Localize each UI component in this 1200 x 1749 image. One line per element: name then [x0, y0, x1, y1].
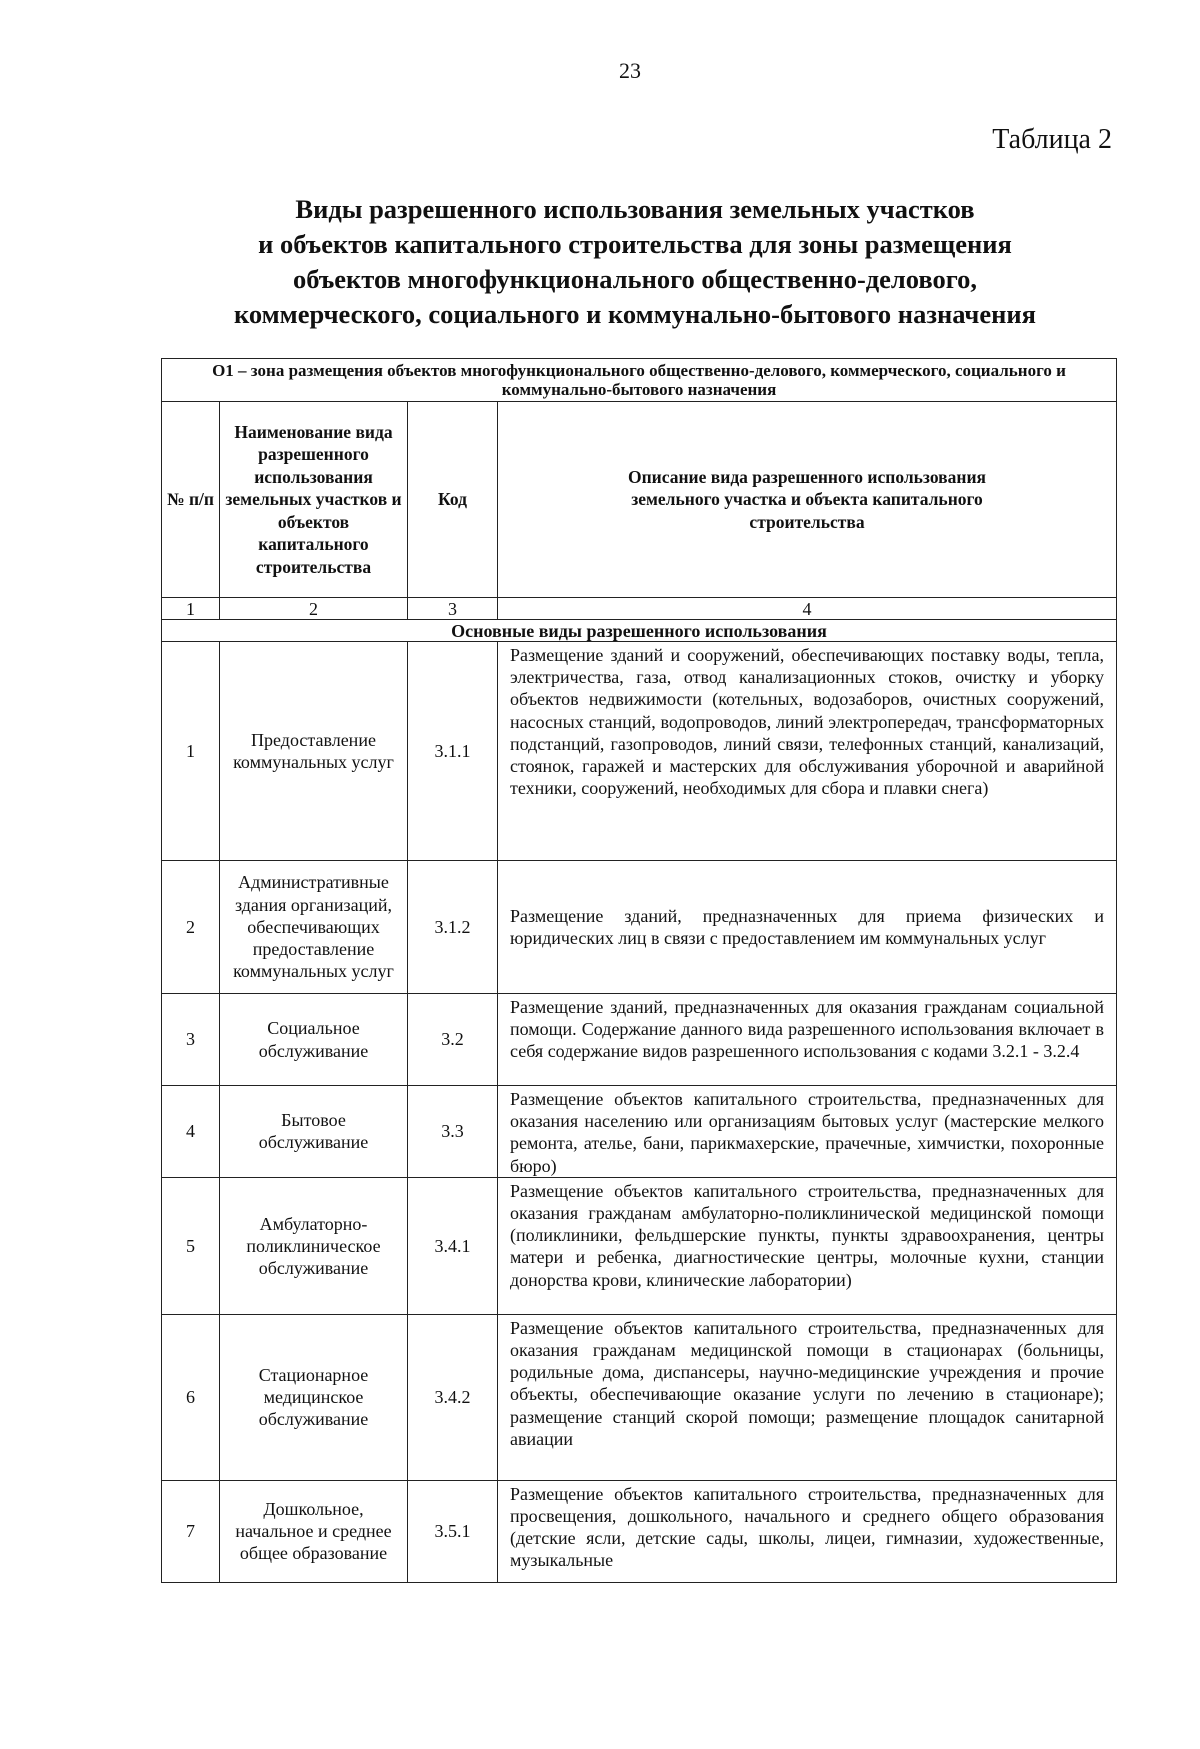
column-number: 2 — [220, 598, 408, 620]
table-row — [162, 642, 1117, 861]
table-row — [162, 1314, 1117, 1480]
row-name: Предоставление коммунальных услуг — [220, 642, 408, 861]
row-name: Амбулаторно-поликлиническое обслуживание — [220, 1177, 408, 1314]
table-row — [162, 1177, 1117, 1314]
title-line: объектов многофункционального общественно-делового, — [292, 264, 978, 294]
row-num: 4 — [162, 1086, 220, 1178]
table-row — [162, 1480, 1117, 1582]
row-description: Размещение зданий, предназначенных для приема физических и юридических лиц в связи с предоставлением им коммунальных услуг — [498, 861, 1117, 994]
row-name: Социальное обслуживание — [220, 994, 408, 1086]
table-caption: Таблица 2 — [992, 124, 1112, 155]
title-line: Виды разрешенного использования земельных участков — [295, 194, 975, 224]
row-code: 3.1.1 — [408, 642, 498, 861]
row-description: Размещение объектов капитального строительства, предназначенных для просвещения, дошкольного, начального и среднего общего образования (детские ясли, детские сады, школы, лицеи, гимназии, художественные, музыкальные — [498, 1480, 1117, 1582]
row-code: 3.4.2 — [408, 1314, 498, 1480]
row-description: Размещение объектов капитального строительства, предназначенных для оказания гражданам амбулаторно-поликлинической медицинской помощи (поликлиники, фельдшерские пункты, пункты здравоохранения, центры матери и ребенка, диагностические центры, молочные кухни, станции донорства крови, клинические лаборатории) — [498, 1177, 1117, 1314]
row-description: Размещение зданий и сооружений, обеспечивающих поставку воды, тепла, электричества, газа, отвод канализационных стоков, очистку и уборку объектов недвижимости (котельных, водозаборов, очистных сооружений, насосных станций, водопроводов, линий электропередач, трансформаторных подстанций, газопроводов, линий связи, телефонных станций, канализаций, стоянок, гаражей и мастерских для обслуживания уборочной и аварийной техники, сооружений, необходимых для сбора и плавки снега) — [498, 642, 1117, 861]
land-use-table — [161, 358, 1117, 1583]
column-header-row — [162, 402, 1117, 598]
row-num: 6 — [162, 1314, 220, 1480]
title-line: коммерческого, социального и коммунально-бытового назначения — [233, 299, 1037, 329]
row-num: 3 — [162, 994, 220, 1086]
column-number-row — [162, 598, 1117, 620]
row-name: Дошкольное, начальное и среднее общее образование — [220, 1480, 408, 1582]
page-number: 23 — [619, 58, 641, 83]
column-header-name: Наименование вида разрешенного использования земельных участков и объектов капитального строительства — [220, 402, 408, 598]
table-row — [162, 1086, 1117, 1178]
document-title — [150, 192, 1120, 332]
table-row — [162, 861, 1117, 994]
row-code: 3.3 — [408, 1086, 498, 1178]
row-description: Размещение зданий, предназначенных для оказания гражданам социальной помощи. Содержание данного вида разрешенного использования включает в себя содержание видов разрешенного использования с кодами 3.2.1 - 3.2.4 — [498, 994, 1117, 1086]
row-name: Стационарное медицинское обслуживание — [220, 1314, 408, 1480]
zone-header: О1 – зона размещения объектов многофункционального общественно-делового, коммерческого, социального и коммунально-бытового назначения — [162, 359, 1117, 402]
row-code: 3.1.2 — [408, 861, 498, 994]
row-num: 7 — [162, 1480, 220, 1582]
zone-header-row — [162, 359, 1117, 402]
row-code: 3.2 — [408, 994, 498, 1086]
column-header-num: № п/п — [162, 402, 220, 598]
table-row — [162, 994, 1117, 1086]
section-row — [162, 620, 1117, 642]
row-name: Административные здания организаций, обеспечивающих предоставление коммунальных услуг — [220, 861, 408, 994]
row-num: 2 — [162, 861, 220, 994]
section-title: Основные виды разрешенного использования — [162, 620, 1117, 642]
column-number: 4 — [498, 598, 1117, 620]
row-description: Размещение объектов капитального строительства, предназначенных для оказания гражданам медицинской помощи в стационарах (больницы, родильные дома, диспансеры, научно-медицинские учреждения и прочие объекты, обеспечивающие оказание услуги по лечению в стационаре); размещение станций скорой помощи; размещение площадок санитарной авиации — [498, 1314, 1117, 1480]
row-code: 3.4.1 — [408, 1177, 498, 1314]
row-code: 3.5.1 — [408, 1480, 498, 1582]
column-header-code: Код — [408, 402, 498, 598]
row-num: 1 — [162, 642, 220, 861]
column-number: 3 — [408, 598, 498, 620]
title-line: и объектов капитального строительства для зоны размещения — [258, 229, 1012, 259]
row-num: 5 — [162, 1177, 220, 1314]
row-description: Размещение объектов капитального строительства, предназначенных для оказания населению или организациям бытовых услуг (мастерские мелкого ремонта, ателье, бани, парикмахерские, прачечные, химчистки, похоронные бюро) — [498, 1086, 1117, 1178]
column-number: 1 — [162, 598, 220, 620]
row-name: Бытовое обслуживание — [220, 1086, 408, 1178]
column-header-description: Описание вида разрешенного использования земельного участка и объекта капитального строительства — [498, 402, 1117, 598]
